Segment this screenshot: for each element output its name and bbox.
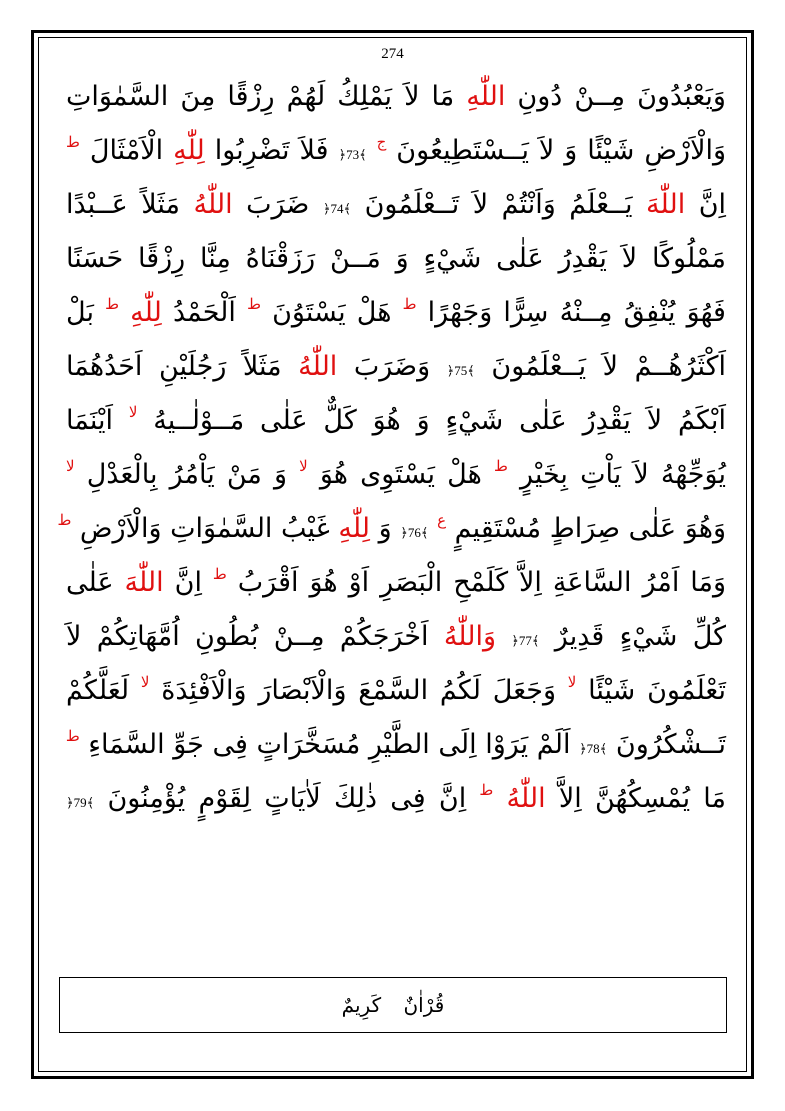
verse-line (66, 556, 726, 610)
verse-line (66, 232, 726, 286)
verse-word: اِلاَّ (558, 783, 582, 814)
verse-word: عَلٰى (519, 405, 567, 436)
verse-word: تَــشْكُرُونَ (615, 729, 726, 760)
verse-word: وَجَعَلَ (492, 675, 556, 706)
verse-line (66, 664, 726, 718)
verse-line (66, 772, 726, 826)
pause-mark: لا (567, 673, 577, 691)
pause-mark: ط (493, 457, 508, 475)
verse-word: اِنَّ (698, 189, 727, 220)
verse-line (66, 70, 726, 124)
verse-word: لاَ (646, 405, 663, 436)
verse-word: عَلٰى (628, 513, 677, 544)
verse-word: مِــنْ (273, 621, 325, 652)
pause-mark: ط (247, 295, 261, 313)
verse-word: فَلاَ (299, 135, 329, 166)
pause-mark: لا (140, 673, 150, 691)
verse-word: وَجَهْرًا (427, 297, 493, 328)
verse-word: فِى (390, 783, 426, 814)
divine-name: اللّٰهُ (506, 783, 546, 814)
verse-word: لاَ (66, 621, 82, 652)
verse-word: لاَ (404, 81, 420, 112)
verse-line (57, 502, 726, 556)
verse-word: سِرًّا (503, 297, 549, 328)
verse-line (66, 718, 726, 772)
pause-mark: لا (66, 457, 75, 475)
verse-word: شَيْئًا (588, 675, 636, 706)
verse-word: لاَ (538, 135, 555, 166)
ayah-number: ﴿75﴾ (446, 363, 475, 378)
verse-word: لاَ (472, 189, 489, 220)
verse-word: يُنْفِقُ (623, 297, 676, 328)
verse-word: يُمْسِكُهُنَّ (594, 783, 691, 814)
verse-line (66, 124, 726, 178)
verse-word: مَثَلاً (141, 189, 180, 220)
verse-word: تَــعْلَمُونَ (364, 189, 460, 220)
verse-word: يُؤْمِنُونَ (107, 783, 186, 814)
verse-line (66, 610, 726, 664)
verse-word: السَّمٰوَاتِ (170, 513, 273, 544)
verse-word: مَمْلُوكًا (651, 243, 726, 274)
verse-word: مَــوْلٰــيهُ (153, 405, 245, 436)
verse-word: اِلَى (438, 729, 477, 760)
verse-word: مَثَلاً (242, 351, 282, 382)
verse-word: وَ (395, 243, 409, 274)
verse-word: لِقَوْمٍ (198, 783, 252, 814)
verse-word: يَسْتَوُنَ (272, 297, 346, 328)
verse-word: لَعَلَّكُمْ (66, 675, 130, 706)
verse-word: الْاَمْثَالَ (89, 135, 164, 166)
verse-word: هَلْ (356, 297, 392, 328)
verse-word: مِنَّا (200, 243, 231, 274)
verse-word: لاَ (602, 351, 619, 382)
pause-mark: ط (479, 781, 494, 799)
verse-word: وَاَنْتُمْ (501, 189, 556, 220)
verse-word: يَــعْلَمُونَ (491, 351, 587, 382)
verse-word: اَكْثَرُهُــمْ (634, 351, 727, 382)
verse-text-block (57, 70, 727, 826)
verse-word: الْبَصَرِ (380, 567, 443, 598)
verse-word: بِالْعَدْلِ (86, 459, 158, 490)
verse-word: وَ (416, 405, 430, 436)
verse-word: وَالْاَبْصَارَ (258, 675, 347, 706)
verse-word: رِزْقًا (227, 81, 275, 112)
verse-word: وَيَعْبُدُونَ (637, 81, 726, 112)
verse-word: السَّاعَةِ (552, 567, 632, 598)
verse-word: هُوَ (309, 567, 338, 598)
verse-word: السَّمٰوَاتِ (66, 81, 169, 112)
verse-word: يَقْدِرُ (558, 243, 607, 274)
verse-line (66, 340, 726, 394)
verse-word: مُسْتَقِيمٍ (454, 513, 542, 544)
divine-name: اللّٰهُ (193, 189, 233, 220)
divine-name: لِلّٰهِ (173, 135, 205, 166)
pause-mark: ط (57, 511, 72, 529)
pause-mark: ط (402, 295, 417, 313)
verse-word: ضَرَبَ (246, 189, 310, 220)
verse-word: يُوَجِّهْهُ (660, 459, 726, 490)
verse-word: شَيْئًا (587, 135, 635, 166)
footer-box (59, 977, 727, 1033)
verse-word: السَّمْعَ (358, 675, 429, 706)
verse-word: تَعْلَمُونَ (647, 675, 726, 706)
verse-word: يَمْلِكُ (337, 81, 393, 112)
divine-name: لِلّٰهِ (338, 513, 371, 544)
verse-word: كَلٌّ (323, 405, 357, 436)
footer-label: قُرْاٰنٌ كَرِيمٌ (341, 993, 445, 1017)
verse-word: لاَ (621, 243, 638, 274)
ayah-number: ﴿73﴾ (338, 147, 367, 162)
verse-word: اَقْرَبُ (237, 567, 299, 598)
verse-word: قَدِيرٌ (554, 621, 605, 652)
verse-word: وَ (564, 135, 578, 166)
verse-word: اَلْحَمْدُ (172, 297, 236, 328)
verse-word: يَــعْلَمُ (569, 189, 633, 220)
verse-word: صِرَاطٍ (549, 513, 621, 544)
divine-name: اللّٰهُ (298, 351, 338, 382)
verse-word: وَالْاَرْضِ (79, 513, 162, 544)
verse-word: وَالْاَفْئِدَةَ (161, 675, 247, 706)
pause-mark: ط (105, 295, 119, 313)
verse-word: مَا (431, 81, 455, 112)
verse-word: عَــبْدًا (66, 189, 128, 220)
verse-word: عَلٰى (496, 243, 544, 274)
verse-word: بِخَيْرٍ (519, 459, 568, 490)
verse-word: اِنَّ (174, 567, 202, 598)
verse-word: كُلِّ (692, 621, 726, 652)
verse-word: اَمْرُ (642, 567, 680, 598)
verse-word: السَّمَاءِ (88, 729, 165, 760)
verse-word: لَاٰيَاتٍ (264, 783, 321, 814)
divine-name: اللّٰهَ (646, 189, 686, 220)
verse-word: مَا (703, 783, 726, 814)
verse-line (66, 178, 726, 232)
verse-word: يَسْتَوِى (360, 459, 435, 490)
verse-word: وَمَا (690, 567, 727, 598)
verse-word: لَكُمُ (439, 675, 481, 706)
verse-word: بَلْ (66, 297, 94, 328)
verse-word: هَلْ (447, 459, 482, 490)
verse-word: عَلٰى (260, 405, 308, 436)
verse-word: اُمَّهَاتِكُمْ (96, 621, 180, 652)
pause-mark: ط (65, 727, 80, 745)
verse-word: اَيْنَمَا (66, 405, 113, 436)
verse-word: اَوْ (348, 567, 370, 598)
verse-word: اِلاَّ (519, 567, 542, 598)
verse-word: مَنْ (226, 459, 262, 490)
pause-mark: ع (437, 511, 447, 529)
verse-word: مِــنْهُ (559, 297, 613, 328)
ayah-number: ﴿76﴾ (400, 525, 429, 540)
verse-line (66, 394, 726, 448)
verse-word: وَ (378, 513, 392, 544)
verse-word: لَهُمْ (286, 81, 326, 112)
verse-word: فَهُوَ (686, 297, 726, 328)
verse-word: مُسَخَّرَاتٍ (256, 729, 361, 760)
divine-name: اللّٰهَ (124, 567, 164, 598)
pause-mark: لا (299, 457, 308, 475)
verse-word: وَ (273, 459, 288, 490)
ayah-number: ﴿78﴾ (579, 741, 608, 756)
ayah-number: ﴿74﴾ (322, 201, 352, 216)
verse-word: شَيْءٍ (423, 243, 482, 274)
verse-word: مِــنْ (574, 81, 626, 112)
ayah-number: ﴿79﴾ (66, 795, 95, 810)
verse-word: هُوَ (372, 405, 401, 436)
verse-word: كَلَمْحِ (453, 567, 509, 598)
verse-word: تَضْرِبُوا (214, 135, 290, 166)
verse-word: مِنَ (180, 81, 216, 112)
verse-word: دُونِ (517, 81, 563, 112)
verse-line (66, 448, 726, 502)
verse-word: اِنَّ (438, 783, 467, 814)
divine-name: وَاللّٰهُ (443, 621, 496, 652)
verse-word: مَــنْ (329, 243, 381, 274)
verse-word: غَيْبُ (281, 513, 330, 544)
verse-word: وَهُوَ (684, 513, 726, 544)
verse-word: اَخْرَجَكُمْ (339, 621, 429, 652)
verse-word: رَزَقْنَاهُ (245, 243, 316, 274)
verse-word: شَيْءٍ (619, 621, 678, 652)
verse-word: شَيْءٍ (445, 405, 504, 436)
pause-mark: ج (376, 133, 387, 151)
pause-mark: ط (212, 565, 227, 583)
verse-word: وَضَرَبَ (353, 351, 431, 382)
verse-word: عَلٰى (66, 567, 114, 598)
verse-word: بُطُونِ (195, 621, 259, 652)
divine-name: اللّٰهِ (466, 81, 506, 112)
verse-word: يَاْمُرُ (169, 459, 215, 490)
verse-word: يَاْتِ (580, 459, 622, 490)
verse-word: هُوَ (319, 459, 349, 490)
verse-word: فِى (212, 729, 248, 760)
verse-word: يَرَوْا (485, 729, 529, 760)
page-number: 274 (381, 46, 404, 62)
divine-name: لِلّٰهِ (130, 297, 162, 328)
verse-word: اَحَدُهُمَا (66, 351, 143, 382)
verse-word: الطَّيْرِ (368, 729, 430, 760)
verse-word: وَالْاَرْضِ (644, 135, 727, 166)
verse-word: رِزْقًا (137, 243, 186, 274)
verse-line (66, 286, 726, 340)
ayah-number: ﴿77﴾ (511, 633, 540, 648)
pause-mark: ط (66, 133, 80, 151)
pause-mark: لا (128, 403, 138, 421)
verse-word: يَــسْتَطِيعُونَ (396, 135, 529, 166)
verse-word: جَوِّ (173, 729, 204, 760)
verse-word: ذٰلِكَ (334, 783, 378, 814)
verse-word: رَجُلَيْنِ (158, 351, 227, 382)
verse-word: لاَ (633, 459, 649, 490)
verse-word: حَسَنًا (66, 243, 124, 274)
verse-word: اَبْكَمُ (678, 405, 726, 436)
verse-word: اَلَمْ (536, 729, 571, 760)
verse-word: يَقْدِرُ (582, 405, 631, 436)
